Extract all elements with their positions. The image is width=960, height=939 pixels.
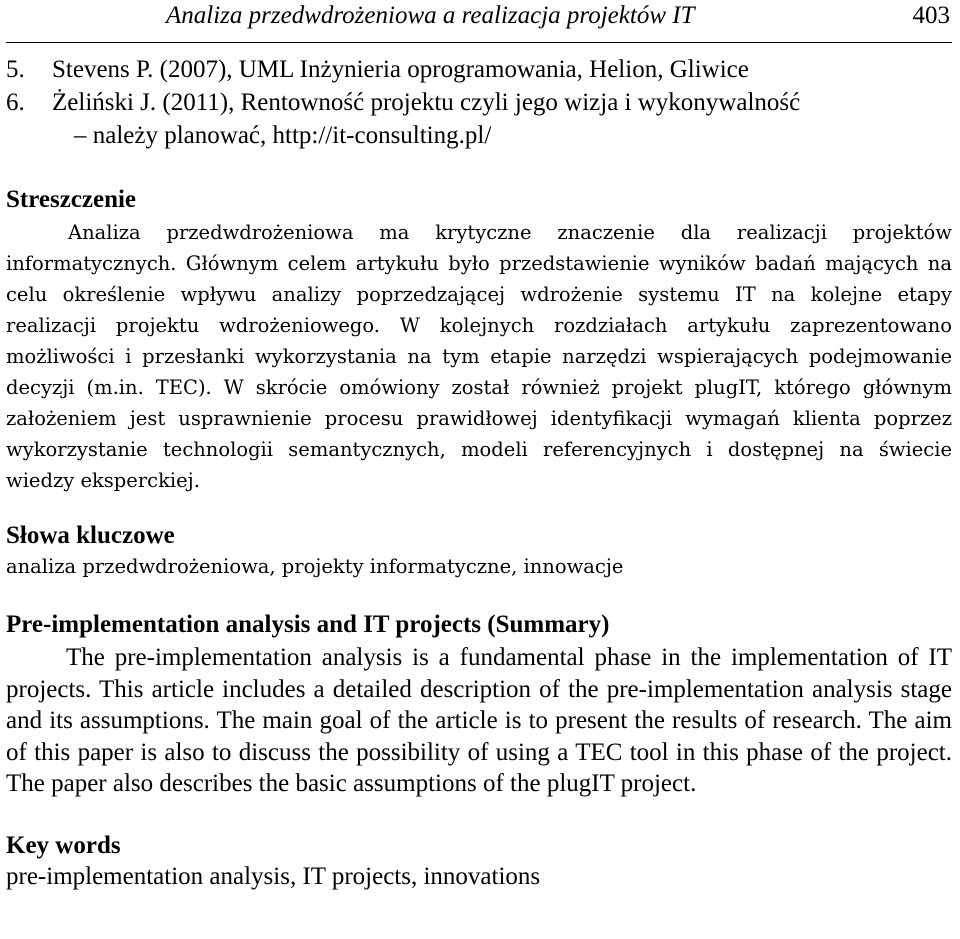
reference-text: Żeliński J. (2011), Rentowność projektu czyli jego wizja i wykonywalność [52,89,801,116]
key-words-heading: Key words [6,831,121,859]
summary-heading: Pre-implementation analysis and IT projects (Summary) [6,611,610,638]
streszczenie-heading: Streszczenie [6,186,137,213]
reference-item [6,86,952,119]
slowa-kluczowe-text: analiza przedwdrożeniowa, projekty informatyczne, innowacje [6,555,624,578]
running-header [6,0,952,43]
page-number: 403 [912,2,950,29]
summary-body: The pre-implementation analysis is a fundamental phase in the implementation of IT projects. This article includes a detailed description of the pre-implementation analysis stage and its assumptions. The main goal of the article is to present the results of research. The aim of this paper is also to discuss the possibility of using a TEC tool in this phase of the project. The paper also describes the basic assumptions of the plugIT project. [6,644,952,797]
reference-text: Stevens P. (2007), UML Inżynieria oprogramowania, Helion, Gliwice [52,56,749,83]
reference-item [6,53,952,86]
key-words-text: pre-implementation analysis, IT projects, innovations [6,862,541,890]
reference-continuation: – należy planować, http://it-consulting.pl/ [74,122,492,149]
slowa-kluczowe-heading: Słowa kluczowe [6,522,175,549]
running-title: Analiza przedwdrożeniowa a realizacja projektów IT [166,2,695,29]
paper-page [6,0,952,892]
reference-number: 6. [6,89,25,116]
streszczenie-body: Analiza przedwdrożeniowa ma krytyczne znaczenie dla realizacji projektów informatycznych. Głównym celem artykułu było przedstawienie wyników badań mających na celu określenie wpływu analizy poprzedzającej wdrożenie systemu IT na kolejne etapy realizacji projektu wdrożeniowego. W kolejnych rozdziałach artykułu zaprezentowano możliwości i przesłanki wykorzystania na tym etapie narzędzi wspierających podejmowanie decyzji (m.in. TEC). W skrócie omówiony został również projekt plugIT, którego głównym założeniem jest usprawnienie procesu prawidłowej identyfikacji wymagań klienta poprzez wykorzystanie technologii semantycznych, modeli referencyjnych i dostępnej na świecie wiedzy eksperckiej. [6,221,952,492]
references-list [6,53,952,152]
reference-number: 5. [6,56,25,83]
